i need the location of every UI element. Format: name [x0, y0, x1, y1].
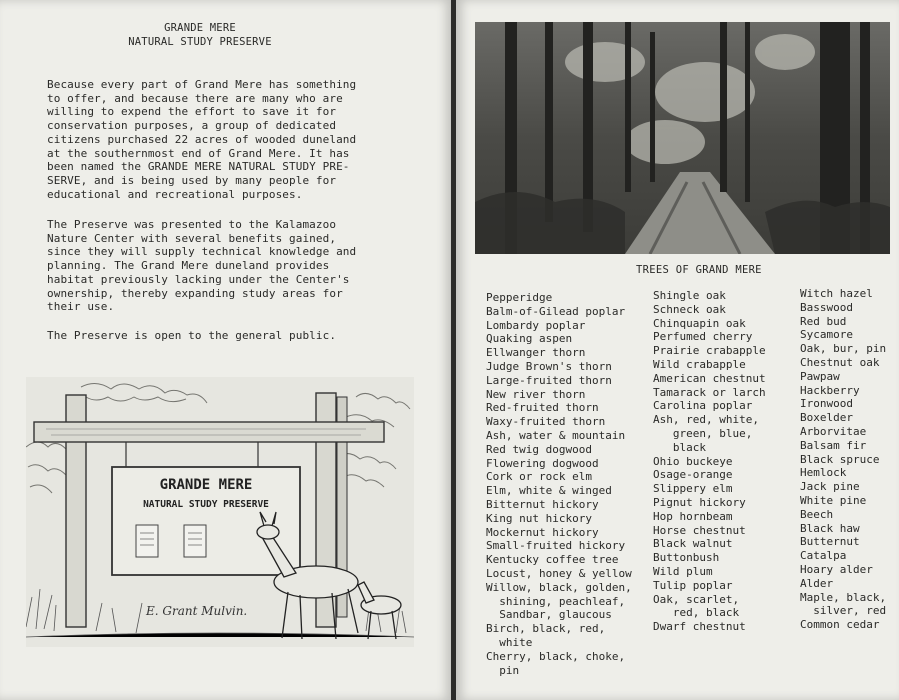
sign-subtitle: NATURAL STUDY PRESERVE [143, 499, 269, 510]
nature-center-paragraph: The Preserve was presented to the Kalamazoo Nature Center with several benefits gained, since they will supply technical knowledge and planning. The Grand Mere duneland provides habitat previously lacking under the Center's ownership, thereby expanding study areas for their use. [47, 218, 357, 314]
tree-list-item: red, black [653, 606, 740, 620]
tree-list-item: Wild crabapple [653, 357, 746, 371]
tree-list-item: Black spruce [800, 452, 880, 466]
tree-list-item: Beech [800, 507, 834, 521]
tree-list-item: White pine [800, 493, 867, 507]
tree-list-item: Kentucky coffee tree [486, 553, 619, 567]
tree-list-item: Hemlock [800, 466, 847, 480]
tree-list-item: Flowering dogwood [486, 456, 599, 470]
trees-heading: TREES OF GRAND MERE [636, 264, 762, 276]
tree-list-item: Locust, honey & yellow [486, 566, 632, 580]
tree-list-item: Birch, black, red, [486, 622, 606, 636]
tree-list-item: Maple, black, [800, 590, 887, 604]
tree-list-item: shining, peachleaf, [486, 594, 626, 608]
tree-list-item: Witch hazel [800, 287, 873, 300]
tree-list-item: Prairie crabapple [653, 344, 766, 358]
artist-signature: E. Grant Mulvin. [146, 604, 248, 618]
tree-list-item: Small-fruited hickory [486, 539, 626, 553]
tree-list-item: pin [486, 663, 520, 677]
tree-list-item: white [486, 635, 533, 649]
tree-list-item: Sycamore [800, 328, 853, 342]
tree-list-item: Perfumed cherry [653, 330, 753, 344]
tree-list-item: Schneck oak [653, 302, 726, 316]
tree-list-item: Bitternut hickory [486, 497, 599, 511]
tree-list-column-3 [800, 287, 886, 632]
preserve-sign-illustration [26, 377, 414, 647]
tree-list-item: Wild plum [653, 564, 713, 578]
intro-paragraph: Because every part of Grand Mere has something to offer, and because there are many who are willing to expend the effort to save it for conservation purposes, a group of dedicated citizens purchased 22 acres of wooded duneland at the southernmost end of Grand Mere. It has been named the GRANDE MERE NATURAL STUDY PRE- SERVE, and is being used by many people for educational and recreational purposes. [47, 78, 357, 201]
tree-list-column-2 [653, 289, 766, 634]
tree-list-item: Jack pine [800, 480, 860, 494]
tree-list-item: King nut hickory [486, 511, 592, 525]
tree-list-item: Slippery elm [653, 482, 733, 496]
tree-list-item: Chinquapin oak [653, 316, 746, 330]
tree-list-item: Ironwood [800, 397, 853, 411]
page-subtitle: NATURAL STUDY PRESERVE [128, 36, 272, 48]
tree-list-item: Red twig dogwood [486, 442, 592, 456]
tree-list-item: Ash, water & mountain [486, 428, 626, 442]
tree-list-item: Waxy-fruited thorn [486, 415, 606, 429]
tree-list-item: Elm, white & winged [486, 484, 612, 498]
tree-list-item: Oak, bur, pin [800, 342, 887, 356]
tree-list-item: Shingle oak [653, 289, 726, 302]
tree-list-column-1 [486, 291, 632, 677]
tree-list-item: Pawpaw [800, 369, 840, 383]
tree-list-item: New river thorn [486, 387, 586, 401]
tree-list-item: Carolina poplar [653, 399, 753, 413]
tree-list-item: Common cedar [800, 618, 880, 632]
tree-list-item: Buttonbush [653, 551, 720, 565]
public-access-paragraph: The Preserve is open to the general public. [47, 329, 337, 342]
tree-list-item: Mockernut hickory [486, 525, 599, 539]
tree-list-item: Ellwanger thorn [486, 346, 586, 360]
tree-list-item: Lombardy poplar [486, 318, 586, 332]
tree-list-item: Arborvitae [800, 424, 867, 438]
tree-list-item: Horse chestnut [653, 523, 746, 537]
tree-list-item: black [653, 440, 706, 454]
tree-list-item: Catalpa [800, 549, 847, 563]
tree-list-item: Hackberry [800, 383, 860, 397]
tree-list-item: Ash, red, white, [653, 413, 759, 427]
tree-list-item: Black haw [800, 521, 860, 535]
tree-list-item: Tulip poplar [653, 578, 733, 592]
tree-list-item: green, blue, [653, 426, 753, 440]
tree-list-item: Pepperidge [486, 291, 553, 304]
tree-list-item: Osage-orange [653, 468, 733, 482]
tree-list-item: Chestnut oak [800, 355, 880, 369]
tree-list-item: Oak, scarlet, [653, 592, 740, 606]
tree-list-item: Red bud [800, 314, 847, 328]
tree-list-item: Quaking aspen [486, 332, 573, 346]
tree-list-item: Boxelder [800, 411, 853, 425]
tree-list-item: Balsam fir [800, 438, 867, 452]
tree-list-item: Dwarf chestnut [653, 620, 746, 634]
tree-list-item: Willow, black, golden, [486, 580, 632, 594]
tree-list-item: Hoary alder [800, 562, 873, 576]
tree-list-item: Cork or rock elm [486, 470, 592, 484]
tree-list-item: Pignut hickory [653, 495, 746, 509]
tree-list-item: silver, red [800, 604, 887, 618]
tree-list-item: Hop hornbeam [653, 509, 733, 523]
sign-title: GRANDE MERE [159, 477, 253, 493]
tree-list-item: Sandbar, glaucous [486, 608, 612, 622]
tree-list-item: Black walnut [653, 537, 733, 551]
tree-list-item: American chestnut [653, 371, 766, 385]
tree-list-item: Alder [800, 576, 834, 590]
page-title: GRANDE MERE [164, 22, 236, 34]
tree-list-item: Basswood [800, 300, 853, 314]
tree-list-item: Judge Brown's thorn [486, 359, 612, 373]
tree-list-item: Tamarack or larch [653, 385, 766, 399]
tree-list-item: Butternut [800, 535, 860, 549]
forest-path-photo [475, 22, 890, 254]
tree-list-item: Large-fruited thorn [486, 373, 612, 387]
tree-list-item: Cherry, black, choke, [486, 649, 626, 663]
tree-list-item: Red-fruited thorn [486, 401, 599, 415]
tree-list-item: Balm-of-Gilead poplar [486, 304, 626, 318]
tree-list-item: Ohio buckeye [653, 454, 733, 468]
